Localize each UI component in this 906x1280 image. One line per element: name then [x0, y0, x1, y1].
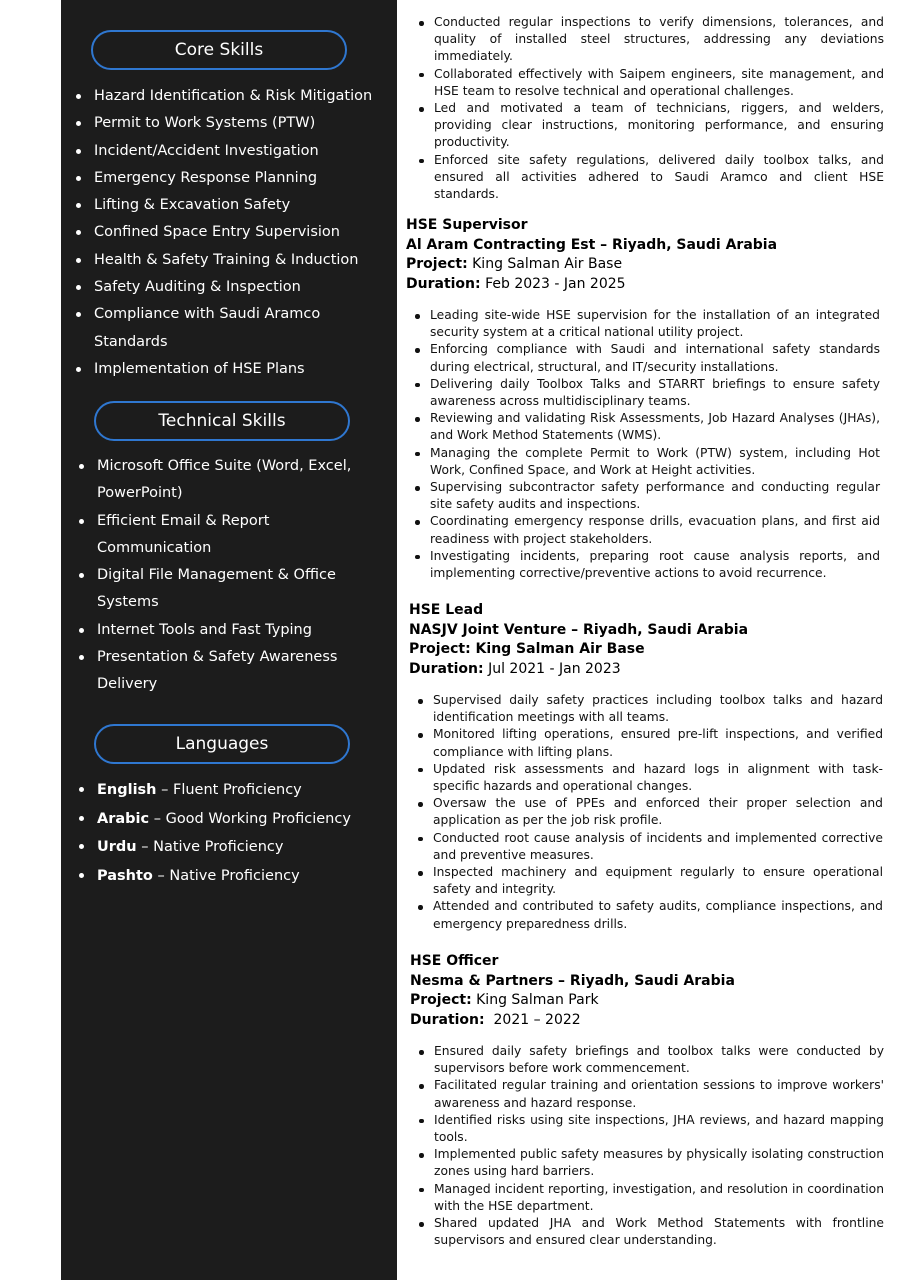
bullet-item: Monitored lifting operations, ensured pre-lift inspections, and verified compliance with lifting plans.: [417, 726, 883, 760]
core-skill-item: Implementation of HSE Plans: [75, 356, 390, 383]
job-duration: [409, 660, 889, 680]
language-level: – Native Proficiency: [152, 867, 300, 884]
job-title: HSE Supervisor: [406, 217, 528, 233]
language-level: – Good Working Proficiency: [149, 810, 351, 827]
bullet-item: Facilitated regular training and orientation sessions to improve workers' awareness and hazard response.: [418, 1077, 884, 1111]
bullet-item: Ensured daily safety briefings and toolbox talks were conducted by supervisors before work commencement.: [418, 1043, 884, 1077]
core-skill-item: Compliance with Saudi Aramco Standards: [75, 301, 345, 356]
core-skill-item: Health & Safety Training & Induction: [75, 247, 390, 274]
core-skill-item: Incident/Accident Investigation: [75, 138, 390, 165]
core-skill-item: Hazard Identification & Risk Mitigation: [75, 83, 390, 110]
language-name: Urdu: [97, 839, 137, 855]
core-skill-item: Lifting & Excavation Safety: [75, 192, 390, 219]
bullet-item: Enforced site safety regulations, delivered daily toolbox talks, and ensured all activities adhered to Saudi Aramco and client HSE standards.: [418, 152, 884, 204]
job-company: Nesma & Partners – Riyadh, Saudi Arabia: [410, 972, 735, 989]
project-value: King Salman Park: [471, 992, 599, 1008]
languages-title: Languages: [175, 734, 269, 754]
job-header-hse-officer: [410, 952, 890, 1030]
bullet-item: Conducted regular inspections to verify dimensions, tolerances, and quality of installed steel structures, addressing any deviations immediately.: [418, 14, 884, 66]
job-duration: [406, 275, 886, 295]
language-name: English: [97, 782, 157, 798]
duration-label: Duration:: [410, 1011, 485, 1028]
bullet-item: Delivering daily Toolbox Talks and STARRT briefings to ensure safety awareness across multidisciplinary teams.: [414, 376, 880, 410]
job-bullets-hse-lead: [417, 692, 883, 933]
job-title: HSE Lead: [409, 602, 484, 618]
bullet-item: Managed incident reporting, investigation, and resolution in coordination with the HSE department.: [418, 1181, 884, 1215]
duration-label: Duration:: [406, 275, 481, 292]
core-skill-item: Safety Auditing & Inspection: [75, 274, 390, 301]
bullet-item: Inspected machinery and equipment regularly to ensure operational safety and integrity.: [417, 864, 883, 898]
bullet-item: Attended and contributed to safety audits, compliance inspections, and emergency preparedness drills.: [417, 898, 883, 932]
bullet-item: Investigating incidents, preparing root cause analysis reports, and implementing corrective/preventive actions to avoid recurrence.: [414, 548, 880, 582]
core-skill-item: Confined Space Entry Supervision: [75, 219, 390, 246]
duration-value: 2021 – 2022: [484, 1011, 581, 1028]
bullet-item: Enforcing compliance with Saudi and international safety standards during electrical, structural, and IT/security installations.: [414, 341, 880, 375]
job-company: Al Aram Contracting Est – Riyadh, Saudi Arabia: [406, 236, 778, 253]
duration-value: Jul 2021 - Jan 2023: [483, 660, 621, 677]
job-project: [410, 991, 890, 1011]
project-value: King Salman Air Base: [470, 641, 645, 657]
bullet-item: Supervising subcontractor safety performance and conducting regular site safety audits and inspections.: [414, 479, 880, 513]
bullet-item: Led and motivated a team of technicians, riggers, and welders, providing clear instructions, monitoring performance, and ensuring productivity.: [418, 100, 884, 152]
job-header-hse-supervisor: [406, 216, 886, 294]
duration-value: Feb 2023 - Jan 2025: [480, 275, 626, 292]
language-level: – Native Proficiency: [136, 839, 284, 855]
core-skill-item: Emergency Response Planning: [75, 165, 390, 192]
project-label: Project:: [409, 641, 471, 657]
core-skill-item: Permit to Work Systems (PTW): [75, 110, 390, 137]
bullet-item: Collaborated effectively with Saipem engineers, site management, and HSE team to resolve technical and operational challenges.: [418, 66, 884, 100]
technical-skill-item: Presentation & Safety Awareness Delivery: [78, 644, 348, 699]
bullet-item: Supervised daily safety practices including toolbox talks and hazard identification meetings with all teams.: [417, 692, 883, 726]
job-title: HSE Officer: [410, 953, 499, 969]
project-value: King Salman Air Base: [467, 256, 623, 272]
technical-skill-item: Digital File Management & Office Systems: [78, 562, 368, 617]
duration-label: Duration:: [409, 660, 484, 677]
technical-skill-item: Efficient Email & Report Communication: [78, 508, 293, 563]
language-name: Pashto: [97, 867, 153, 884]
bullet-item: Conducted root cause analysis of incidents and implemented corrective and preventive measures.: [417, 830, 883, 864]
job-company: NASJV Joint Venture – Riyadh, Saudi Arabia: [409, 621, 749, 638]
job-duration: [410, 1011, 890, 1031]
language-level: – Fluent Proficiency: [156, 782, 302, 798]
technical-skills-title: Technical Skills: [158, 411, 286, 431]
bullet-item: Leading site-wide HSE supervision for the installation of an integrated security system at a critical national utility project.: [414, 307, 880, 341]
bullet-item: Shared updated JHA and Work Method Statements with frontline supervisors and ensured clear understanding.: [418, 1215, 884, 1249]
bullet-item: Implemented public safety measures by physically isolating construction zones using hard barriers.: [418, 1146, 884, 1180]
bullet-item: Reviewing and validating Risk Assessments, Job Hazard Analyses (JHAs), and Work Method Statements (WMS).: [414, 410, 880, 444]
language-name: Arabic: [97, 810, 150, 827]
job-bullets-hse-officer: [418, 1043, 884, 1249]
bullet-item: Coordinating emergency response drills, evacuation plans, and first aid readiness with project stakeholders.: [414, 513, 880, 547]
bullet-item: Managing the complete Permit to Work (PTW) system, including Hot Work, Confined Space, and Work at Height activities.: [414, 445, 880, 479]
job-header-hse-lead: [409, 601, 889, 679]
bullet-item: Identified risks using site inspections, JHA reviews, and hazard mapping tools.: [418, 1112, 884, 1146]
bullet-item: Updated risk assessments and hazard logs in alignment with task-specific hazards and operational changes.: [417, 761, 883, 795]
job-project: [409, 640, 889, 660]
job-project: [406, 255, 886, 275]
technical-skill-item: Internet Tools and Fast Typing: [78, 617, 368, 644]
previous-job-bullets: [418, 14, 884, 203]
technical-skill-item: Microsoft Office Suite (Word, Excel, PowerPoint): [78, 453, 368, 508]
core-skills-title: Core Skills: [174, 40, 264, 60]
project-label: Project:: [406, 256, 468, 272]
bullet-item: Oversaw the use of PPEs and enforced their proper selection and application as per the job risk profile.: [417, 795, 883, 829]
project-label: Project:: [410, 992, 472, 1008]
job-bullets-hse-supervisor: [414, 307, 880, 582]
